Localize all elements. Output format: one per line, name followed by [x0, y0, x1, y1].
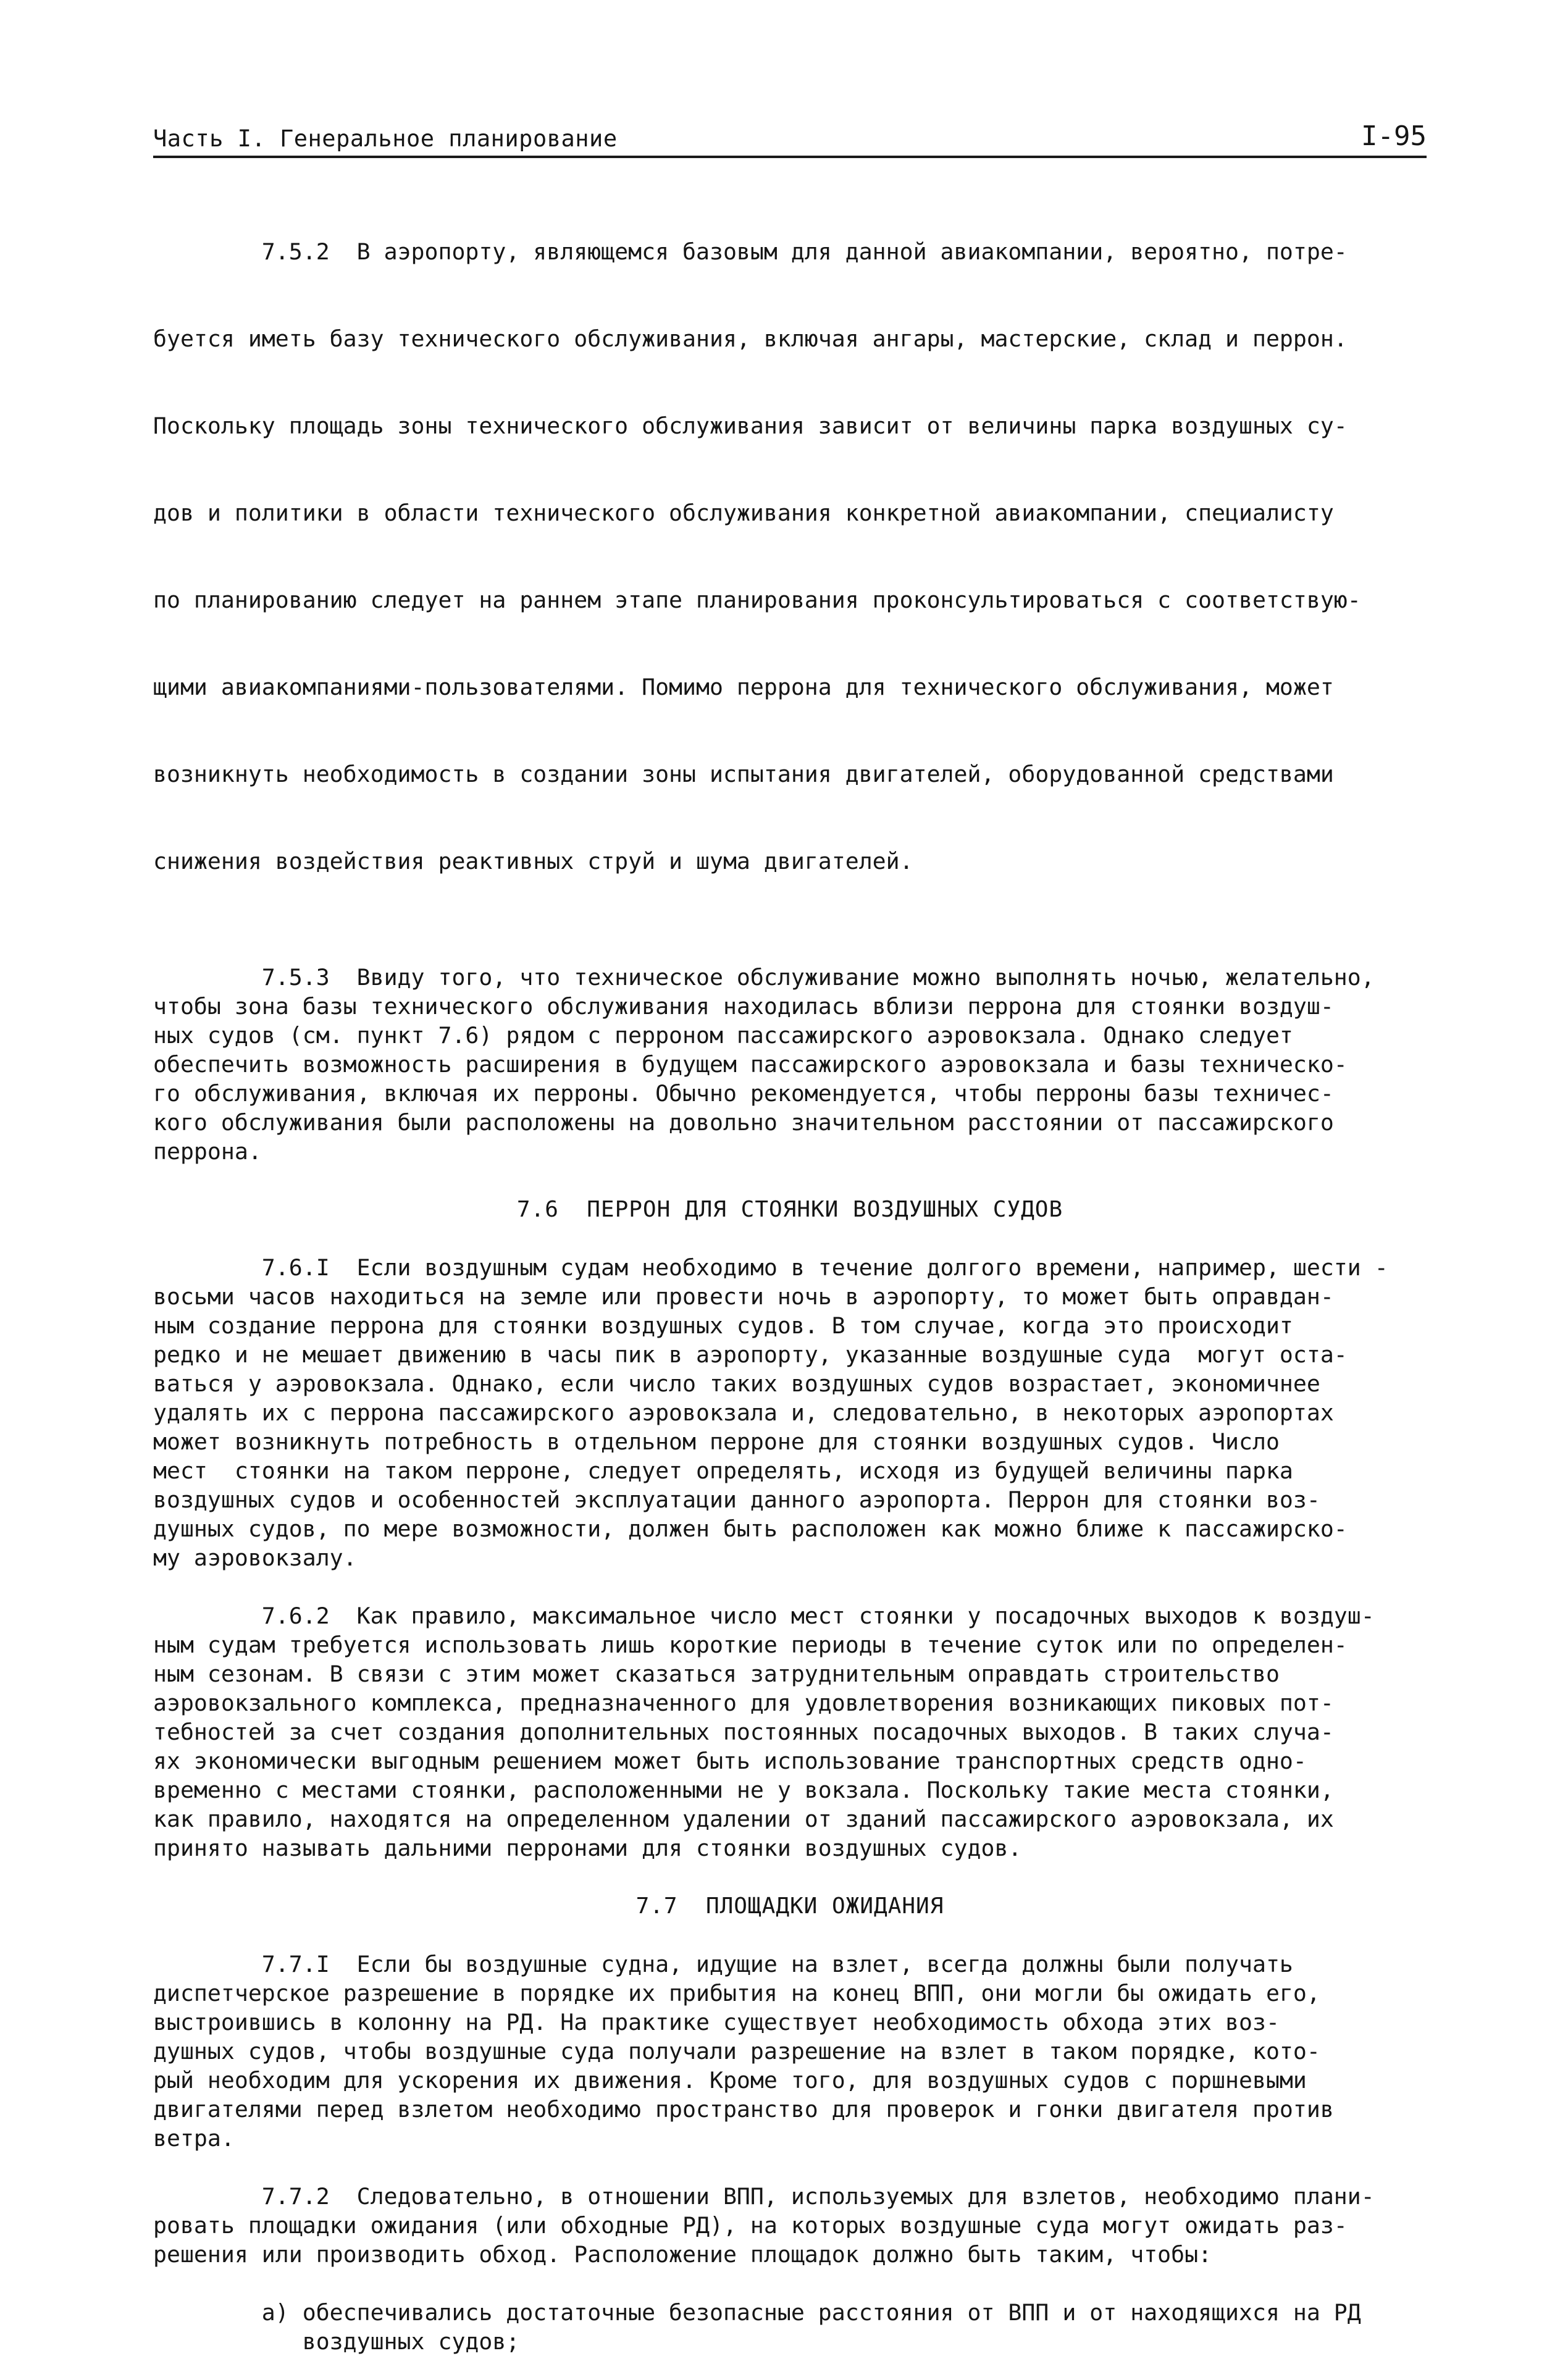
text-line: 7.7.2 Следовательно, в отношении ВПП, используемых для взлетов, необходимо плани-	[153, 2183, 1375, 2210]
text-line: ровать площадки ожидания (или обходные РД), на которых воздушные суда могут ожидать раз-	[153, 2212, 1348, 2239]
paragraph-7-7-2	[153, 2182, 1462, 2269]
paragraph-7-6-1	[153, 1253, 1462, 1572]
text-line: 7.7.I Если бы воздушные судна, идущие на взлет, всегда должны были получать	[153, 1951, 1293, 1977]
text-line: ных судов (см. пункт 7.6) рядом с перроном пассажирского аэровокзала. Однако следует	[153, 1022, 1293, 1049]
paragraph-7-6-2	[153, 1601, 1462, 1863]
text-line: аэровокзального комплекса, предназначенного для удовлетворения возникающих пиковых пот-	[153, 1690, 1334, 1716]
text-line: Поскольку площадь зоны технического обслуживания зависит от величины парка воздушных су-	[153, 413, 1348, 439]
text-line: го обслуживания, включая их перроны. Обычно рекомендуется, чтобы перроны базы техничес-	[153, 1080, 1334, 1107]
text-line: решения или производить обход. Расположение площадок должно быть таким, чтобы:	[153, 2241, 1212, 2268]
text-line: воздушных судов;	[153, 2328, 520, 2355]
header-section-title: Часть I. Генеральное планирование	[153, 125, 618, 152]
text-line: принято называть дальними перронами для стоянки воздушных судов.	[153, 1835, 1022, 1861]
section-heading-7-7: 7.7 ПЛОЩАДКИ ОЖИДАНИЯ	[635, 1893, 944, 1919]
text-line: восьми часов находиться на земле или провести ночь в аэропорту, то может быть оправдан-	[153, 1283, 1334, 1310]
text-line: дов и политики в области технического обслуживания конкретной авиакомпании, специалисту	[153, 500, 1334, 526]
text-line: временно с местами стоянки, расположенными не у вокзала. Поскольку такие места стоянки,	[153, 1777, 1334, 1803]
text-line: мест стоянки на таком перроне, следует определять, исходя из будущей величины парка	[153, 1457, 1293, 1484]
text-line: как правило, находятся на определенном удалении от зданий пассажирского аэровокзала, их	[153, 1806, 1334, 1832]
text-line: буется иметь базу технического обслуживания, включая ангары, мастерские, склад и перрон.	[153, 325, 1348, 352]
text-line: щими авиакомпаниями-пользователями. Помимо перрона для технического обслуживания, может	[153, 674, 1334, 700]
section-heading-7-6: 7.6 ПЕРРОН ДЛЯ СТОЯНКИ ВОЗДУШНЫХ СУДОВ	[516, 1197, 1063, 1222]
paragraph-7-5-2	[153, 179, 1462, 934]
text-line: 7.5.3 Ввиду того, что техническое обслуживание можно выполнять ночью, желательно,	[153, 964, 1375, 991]
text-line: редко и не мешает движению в часы пик в аэропорту, указанные воздушные суда могут оста-	[153, 1341, 1348, 1368]
text-line: ветра.	[153, 2125, 235, 2152]
text-line: ным создание перрона для стоянки воздушных судов. В том случае, когда это происходит	[153, 1312, 1293, 1339]
page-header	[153, 117, 1427, 158]
text-line: 7.6.2 Как правило, максимальное число мест стоянки у посадочных выходов к воздуш-	[153, 1603, 1375, 1629]
text-line: по планированию следует на раннем этапе планирования проконсультироваться с соответствую-	[153, 587, 1361, 613]
paragraph-7-5-3	[153, 963, 1462, 1166]
text-line: возникнуть необходимость в создании зоны испытания двигателей, оборудованной средствами	[153, 761, 1334, 787]
paragraph-7-7-1	[153, 1950, 1462, 2153]
text-line: воздушных судов и особенностей эксплуатации данного аэропорта. Перрон для стоянки воз-	[153, 1486, 1320, 1513]
text-line: диспетчерское разрешение в порядке их прибытия на конец ВПП, они могли бы ожидать его,	[153, 1980, 1320, 2006]
header-page-number: I-95	[1361, 120, 1427, 152]
text-line: снижения воздействия реактивных струй и шума двигателей.	[153, 848, 913, 874]
text-line: ным судам требуется использовать лишь короткие периоды в течение суток или по определен-	[153, 1632, 1348, 1658]
text-line: перрона.	[153, 1138, 262, 1165]
text-line: двигателями перед взлетом необходимо пространство для проверок и гонки двигателя против	[153, 2096, 1334, 2123]
text-line: выстроившись в колонну на РД. На практике существует необходимость обхода этих воз-	[153, 2009, 1280, 2035]
text-line: удалять их с перрона пассажирского аэровокзала и, следовательно, в некоторых аэропортах	[153, 1399, 1334, 1426]
text-line: 7.6.I Если воздушным судам необходимо в течение долгого времени, например, шести -	[153, 1254, 1388, 1281]
text-line: му аэровокзалу.	[153, 1545, 357, 1571]
text-line: рый необходим для ускорения их движения. Кроме того, для воздушных судов с поршневыми	[153, 2067, 1307, 2094]
list-item-a	[153, 2298, 1462, 2356]
text-line: тебностей за счет создания дополнительных постоянных посадочных выходов. В таких случа-	[153, 1719, 1334, 1745]
text-line: а) обеспечивались достаточные безопасные расстояния от ВПП и от находящихся на РД	[153, 2299, 1361, 2326]
text-line: душных судов, по мере возможности, должен быть расположен как можно ближе к пассажирско-	[153, 1515, 1348, 1542]
text-line: обеспечить возможность расширения в будущем пассажирского аэровокзала и базы техническо-	[153, 1051, 1348, 1078]
text-line: ваться у аэровокзала. Однако, если число таких воздушных судов возрастает, экономичнее	[153, 1370, 1320, 1397]
page-body	[153, 179, 1462, 2356]
text-line: может возникнуть потребность в отдельном перроне для стоянки воздушных судов. Число	[153, 1428, 1280, 1455]
text-line: ным сезонам. В связи с этим может сказаться затруднительным оправдать строительство	[153, 1661, 1280, 1687]
text-line: 7.5.2 В аэропорту, являющемся базовым для данной авиакомпании, вероятно, потре-	[153, 238, 1348, 265]
text-line: кого обслуживания были расположены на довольно значительном расстоянии от пассажирского	[153, 1109, 1334, 1136]
text-line: ях экономически выгодным решением может быть использование транспортных средств одно-	[153, 1748, 1307, 1774]
text-line: душных судов, чтобы воздушные суда получали разрешение на взлет в таком порядке, кото-	[153, 2038, 1320, 2065]
text-line: чтобы зона базы технического обслуживания находилась вблизи перрона для стоянки воздуш-	[153, 993, 1334, 1020]
